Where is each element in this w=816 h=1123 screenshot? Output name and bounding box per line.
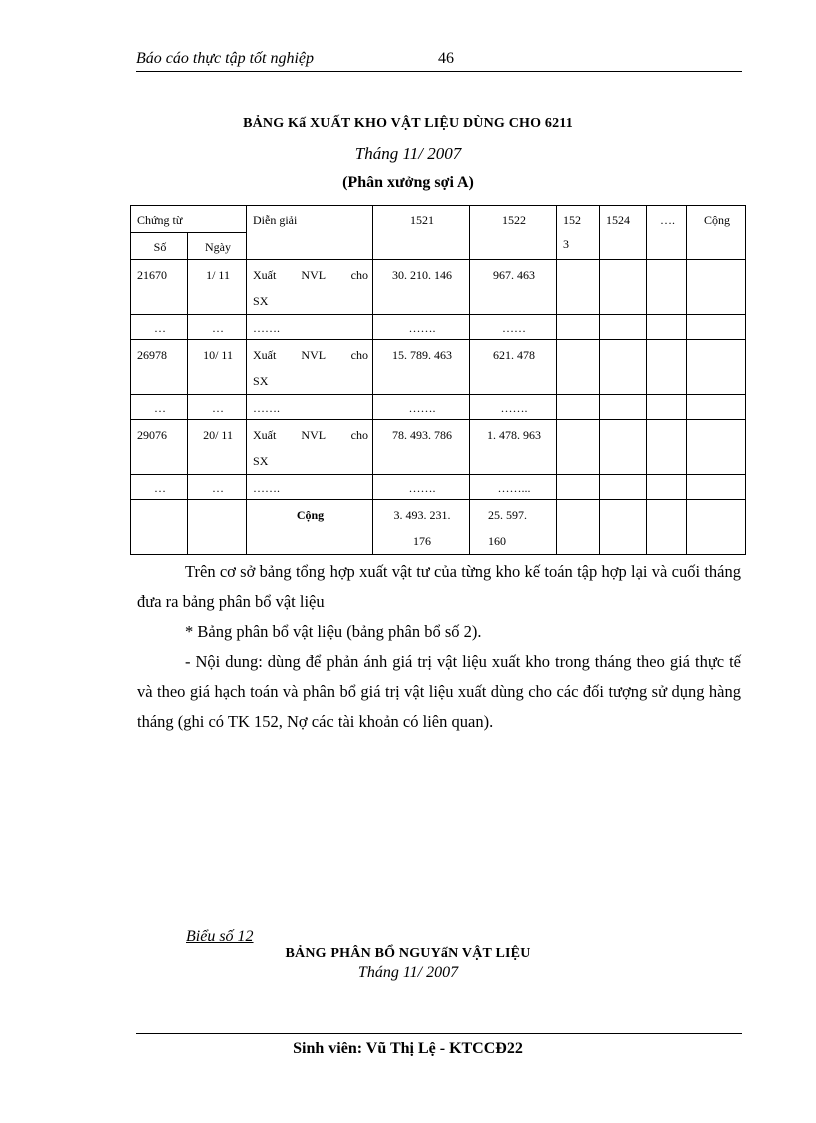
cell-diengiai: ……. [247, 395, 373, 420]
total-1522 [470, 500, 557, 555]
cell-1523 [557, 315, 600, 340]
table-row [131, 475, 746, 500]
cell-1521: 30. 210. 146 [373, 260, 470, 315]
cell-1522: …… [470, 315, 557, 340]
col-1524: 1524 [600, 206, 647, 260]
cell-dots [647, 260, 687, 315]
cell-so: 29076 [131, 420, 188, 475]
diengiai-line2: SX [253, 294, 269, 308]
cell-1523 [557, 340, 600, 395]
cell-1523 [557, 420, 600, 475]
total-label: Cộng [247, 500, 373, 555]
table-month: Tháng 11/ 2007 [354, 144, 462, 163]
col-1523 [557, 206, 600, 260]
cell-1522: 1. 478. 963 [470, 420, 557, 475]
footer-rule [136, 1033, 742, 1034]
header-report-title: Báo cáo thực tập tốt nghiệp [136, 50, 315, 67]
table-row [131, 420, 746, 475]
cell-1524 [600, 475, 647, 500]
cell-cong [687, 340, 746, 395]
allocation-title: BẢNG PHÂN BỔ NGUYấN VẬT LIỆU [285, 946, 531, 961]
cell-cong [687, 500, 746, 555]
table-row [131, 260, 746, 315]
cell-1521: ……. [373, 315, 470, 340]
footer-student: Sinh viên: Vũ Thị Lệ - KTCCĐ22 [293, 1040, 523, 1057]
cell-ngay [188, 500, 247, 555]
table-title: BẢNG Kấ XUẤT KHO VẬT LIỆU DÙNG CHO 6211 [243, 116, 573, 131]
col-1521: 1521 [373, 206, 470, 260]
total-1521 [373, 500, 470, 555]
cell-1521: ……. [373, 395, 470, 420]
table-row [131, 395, 746, 420]
cell-ngay: … [188, 315, 247, 340]
cell-1523 [557, 260, 600, 315]
cell-cong [687, 475, 746, 500]
cell-diengiai: ……. [247, 475, 373, 500]
cell-diengiai [247, 420, 373, 475]
cell-1522: ……... [470, 475, 557, 500]
table-row [131, 315, 746, 340]
cell-dots [647, 500, 687, 555]
page-number: 46 [438, 50, 454, 67]
cell-1523 [557, 395, 600, 420]
cell-dots [647, 395, 687, 420]
allocation-month: Tháng 11/ 2007 [357, 964, 459, 981]
paragraph-allocation-table: * Bảng phân bổ vật liệu (bảng phân bổ số 2). [185, 622, 482, 641]
cell-1524 [600, 340, 647, 395]
cell-cong [687, 260, 746, 315]
paragraph-summary: Trên cơ sở bảng tổng hợp xuất vật tư của từng kho kế toán tập hợp lại và cuối tháng đưa ra bảng phân bổ vật liệu [137, 562, 741, 611]
cell-1524 [600, 500, 647, 555]
cell-1524 [600, 315, 647, 340]
cell-1522: 967. 463 [470, 260, 557, 315]
total-1521-part2: 176 [413, 534, 432, 548]
col-1523-part1: 152 [563, 213, 582, 227]
cell-1522: 621. 478 [470, 340, 557, 395]
cell-1523 [557, 475, 600, 500]
cell-cong [687, 395, 746, 420]
paragraph-content: - Nội dung: dùng để phản ánh giá trị vật liệu xuất kho trong tháng theo giá thực tế và theo giá hạch toán và phân bổ giá trị vật liệu xuất dùng cho các đối tượng sử dụng hàng tháng (ghi có TK 152, Nợ các tài khoản có liên quan). [137, 652, 741, 731]
table-header-row [131, 206, 746, 233]
diengiai-line1: Xuất NVL cho [253, 428, 369, 442]
col-chungtu: Chứng từ [131, 206, 247, 233]
col-cong: Cộng [687, 206, 746, 260]
total-1522-part1: 25. 597. [488, 508, 528, 522]
table-section: (Phân xưởng sợi A) [342, 174, 474, 191]
cell-dots [647, 475, 687, 500]
cell-1521: ……. [373, 475, 470, 500]
diengiai-line2: SX [253, 454, 269, 468]
col-diengiai: Diễn giải [247, 206, 373, 260]
cell-ngay: 1/ 11 [188, 260, 247, 315]
cell-so: … [131, 475, 188, 500]
cell-ngay: 20/ 11 [188, 420, 247, 475]
cell-1521: 15. 789. 463 [373, 340, 470, 395]
cell-1522: ……. [470, 395, 557, 420]
col-so: Số [131, 233, 188, 260]
diengiai-line1: Xuất NVL cho [253, 268, 369, 282]
header-rule [136, 71, 742, 72]
cell-cong [687, 420, 746, 475]
cell-1524 [600, 395, 647, 420]
cell-1524 [600, 260, 647, 315]
cell-1523 [557, 500, 600, 555]
diengiai-line2: SX [253, 374, 269, 388]
cell-diengiai [247, 260, 373, 315]
cell-ngay: … [188, 475, 247, 500]
form-number: Biểu số 12 [186, 928, 254, 945]
cell-ngay: … [188, 395, 247, 420]
cell-so: 21670 [131, 260, 188, 315]
cell-dots [647, 315, 687, 340]
col-1522: 1522 [470, 206, 557, 260]
cell-1521: 78. 493. 786 [373, 420, 470, 475]
col-1523-part2: 3 [563, 237, 570, 251]
cell-dots [647, 420, 687, 475]
cell-cong [687, 315, 746, 340]
total-1522-part2: 160 [488, 534, 507, 548]
cell-so: 26978 [131, 340, 188, 395]
cell-diengiai: ……. [247, 315, 373, 340]
cell-1524 [600, 420, 647, 475]
cell-so [131, 500, 188, 555]
stock-issue-table [130, 205, 746, 555]
table-row [131, 340, 746, 395]
cell-ngay: 10/ 11 [188, 340, 247, 395]
col-dots: …. [647, 206, 687, 260]
total-1521-part1: 3. 493. 231. [393, 508, 451, 522]
cell-so: … [131, 395, 188, 420]
table-total-row [131, 500, 746, 555]
cell-so: … [131, 315, 188, 340]
cell-diengiai [247, 340, 373, 395]
diengiai-line1: Xuất NVL cho [253, 348, 369, 362]
col-ngay: Ngày [188, 233, 247, 260]
cell-dots [647, 340, 687, 395]
